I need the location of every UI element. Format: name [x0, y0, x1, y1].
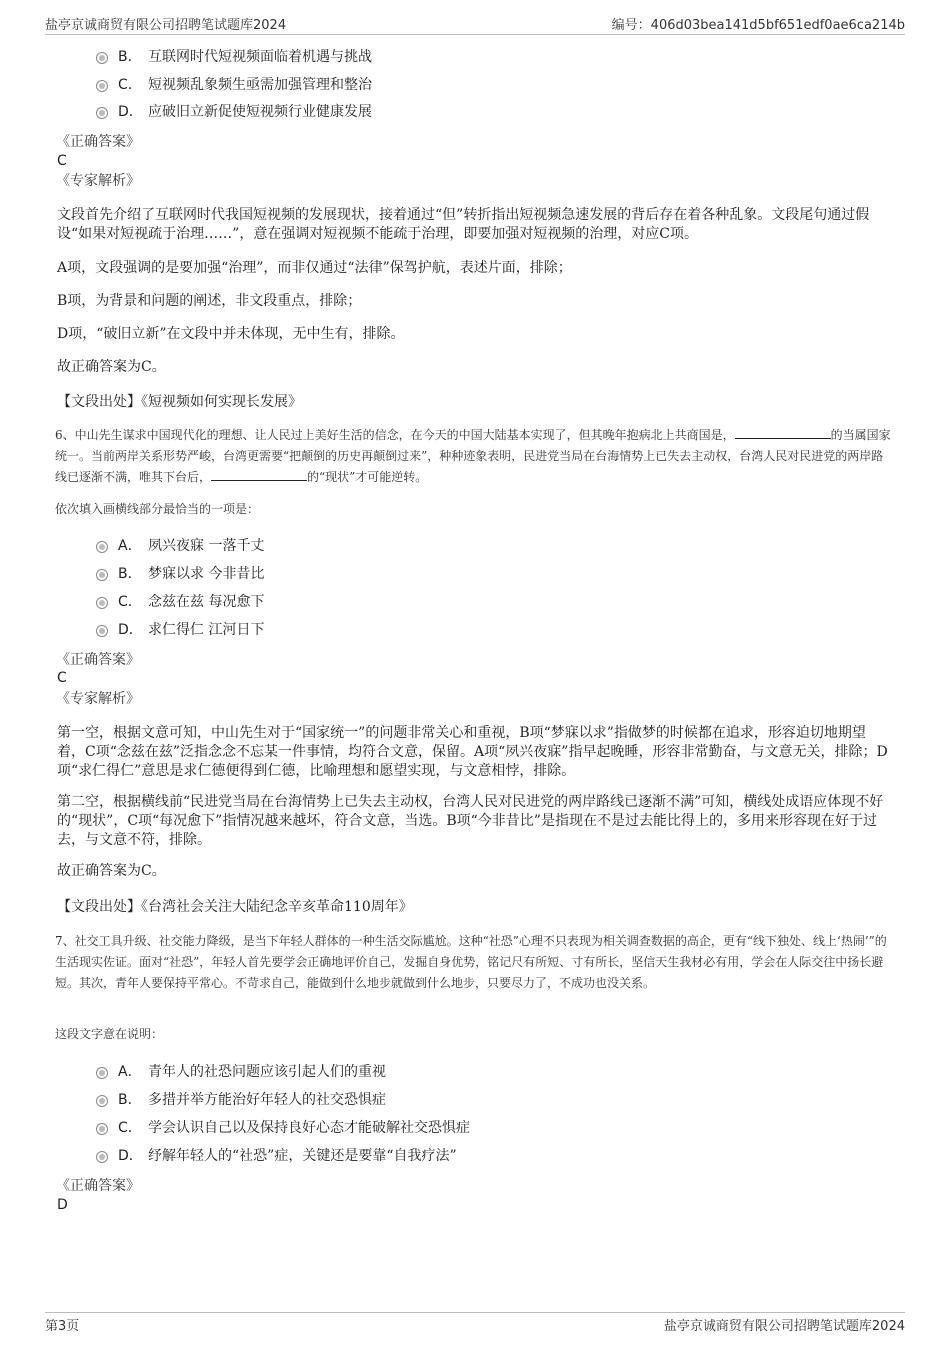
q5-analysis-p4: D项，“破旧立新”在文段中并未体现，无中生有，排除。: [57, 326, 405, 342]
radio-icon[interactable]: [96, 107, 108, 119]
q7-answer: D: [57, 1197, 68, 1213]
radio-icon[interactable]: [96, 1067, 108, 1079]
radio-icon[interactable]: [96, 569, 108, 581]
q5-analysis-label: 《专家解析》: [56, 173, 140, 189]
q6-analysis-p3: 故正确答案为C。: [57, 863, 166, 879]
blank-line-1: [735, 426, 831, 439]
radio-icon[interactable]: [96, 52, 108, 64]
q6-analysis-p1: 第一空，根据文意可知，中山先生对于“国家统一”的问题非常关心和重视，B项“梦寐以求”指做梦的时候都在追求，形容迫切地期望着，C项“念兹在兹”泛指念念不忘某一件事情，均符合文意，保留。A项“夙兴夜寐”指早起晚睡，形容非常勤奋，与文意无关，排除；D项“求仁得仁”意思是求仁德便得到仁德，比喻理想和愿望实现，与文意相悖，排除。: [57, 725, 888, 779]
footer-title: 盐亭京诚商贸有限公司招聘笔试题库2024: [663, 1319, 905, 1334]
q6-analysis-label: 《专家解析》: [56, 691, 140, 707]
q7-prompt: 这段文字意在说明：: [55, 1027, 164, 1041]
radio-icon[interactable]: [96, 1151, 108, 1163]
radio-icon[interactable]: [96, 597, 108, 609]
page-footer: [45, 1312, 905, 1335]
q5-answer: C: [57, 153, 67, 169]
header-title: 盐亭京诚商贸有限公司招聘笔试题库2024: [45, 18, 287, 33]
q6-prompt: 依次填入画横线部分最恰当的一项是：: [55, 502, 260, 516]
radio-icon[interactable]: [96, 1095, 108, 1107]
q5-analysis-p3: B项，为背景和问题的阐述，非文段重点，排除；: [57, 293, 362, 309]
q6-answer: C: [57, 670, 67, 686]
q6-stem: 6、中山先生谋求中国现代化的理想、让人民过上美好生活的信念，在今天的中国大陆基本实现了，但其晚年抱病北上共商国是， 的当属国家统一。当前两岸关系形势严峻，台湾更需要“把颠倒的历史再颠倒过来”，种种迹象表明，民进党当局在台海情势上已失去主动权，台湾人民对民进党的两岸路线已逐渐不满，唯其下台后， 的“现状”才可能逆转。: [55, 428, 891, 484]
q7-stem: 7、社交工具升级、社交能力降级，是当下年轻人群体的一种生活交际尴尬。这种“社恐”心理不只表现为相关调查数据的高企，更有“线下独处、线上‘热闹’”的生活现实佐证。面对“社恐”，年轻人首先要学会正确地评价自己，发掘自身优势，铭记尺有所短、寸有所长，坚信天生我材必有用，学会在人际交往中扬长避短。其次，青年人要保持平常心。不苛求自己，能做到什么地步就做到什么地步，只要尽力了，不成功也没关系。: [55, 934, 887, 990]
q6-analysis-p2: 第二空，根据横线前“民进党当局在台海情势上已失去主动权，台湾人民对民进党的两岸路线已逐渐不满”可知，横线处成语应体现不好的“现状”，C项“每况愈下”指情况越来越坏，符合文意，当选。B项“今非昔比”是指现在不是过去能比得上的，多用来形容现在好于过去，与文意不符，排除。: [57, 794, 884, 848]
q5-answer-label: 《正确答案》: [56, 134, 140, 150]
radio-icon[interactable]: [96, 1123, 108, 1135]
radio-icon[interactable]: [96, 541, 108, 553]
q5-source: 【文段出处】《短视频如何实现长发展》: [57, 394, 302, 410]
radio-icon[interactable]: [96, 80, 108, 92]
q7-answer-label: 《正确答案》: [56, 1178, 140, 1194]
page-number: 第3页: [45, 1319, 80, 1334]
q6-answer-label: 《正确答案》: [56, 652, 140, 668]
q5-analysis-p1: 文段首先介绍了互联网时代我国短视频的发展现状，接着通过“但”转折指出短视频急速发展的背后存在着各种乱象。文段尾句通过假设“如果对短视疏于治理……”，意在强调对短视频不能疏于治理，即要加强对短视频的治理，对应C项。: [57, 207, 870, 242]
blank-line-2: [211, 468, 307, 481]
q5-analysis-p2: A项，文段强调的是要加强“治理”，而非仅通过“法律”保驾护航，表述片面，排除；: [57, 260, 572, 276]
radio-icon[interactable]: [96, 625, 108, 637]
q5-analysis-p5: 故正确答案为C。: [57, 359, 166, 375]
q6-source: 【文段出处】《台湾社会关注大陆纪念辛亥革命110周年》: [57, 899, 413, 915]
header-serial: 编号：406d03bea141d5bf651edf0ae6ca214b: [611, 18, 905, 33]
page-header: [45, 14, 905, 35]
